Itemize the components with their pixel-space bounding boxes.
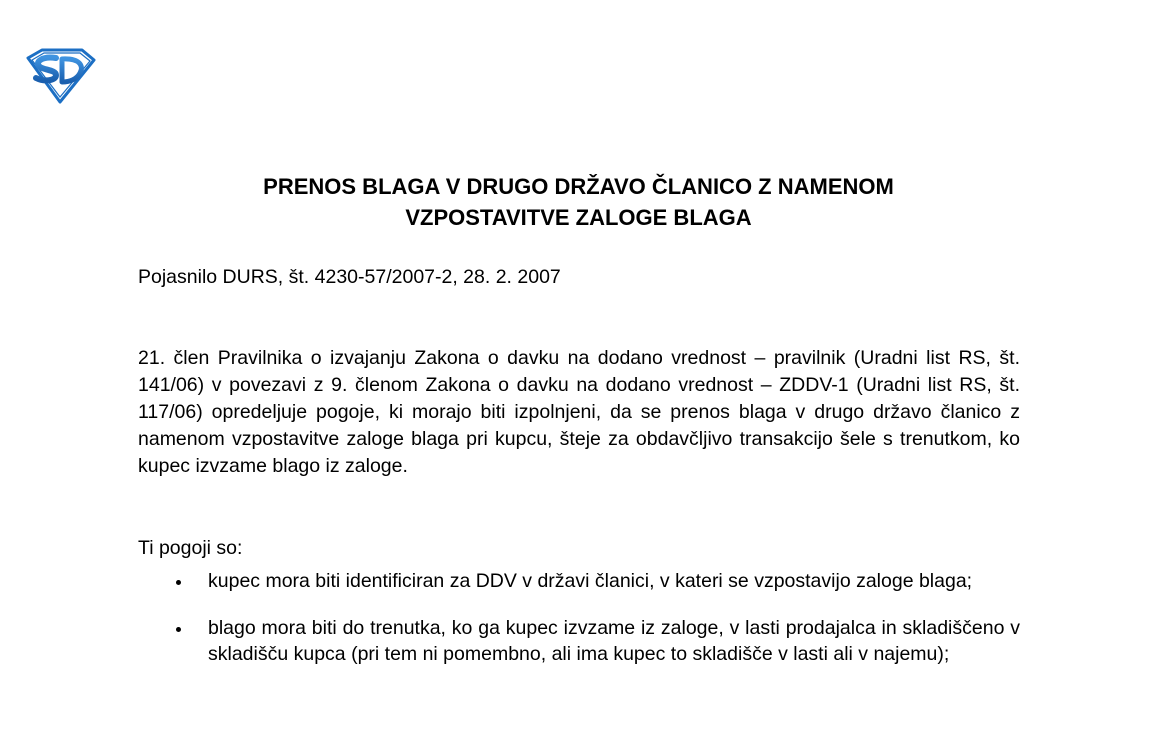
conditions-intro: Ti pogoji so:	[138, 537, 243, 559]
bullet-icon	[176, 627, 181, 632]
conditions-list	[138, 568, 1020, 688]
bullet-icon	[176, 580, 181, 585]
list-item	[138, 615, 1020, 667]
list-item-text: blago mora biti do trenutka, ko ga kupec izvzame iz zaloge, v lasti prodajalca in skladiščeno v skladišču kupca (pri tem ni pomembno, ali ima kupec to skladišče v lasti ali v najemu);	[208, 617, 1020, 665]
document-title	[0, 171, 1157, 233]
title-line-1: PRENOS BLAGA V DRUGO DRŽAVO ČLANICO Z NAMENOM	[263, 174, 894, 199]
body-paragraph: 21. člen Pravilnika o izvajanju Zakona o davku na dodano vrednost – pravilnik (Uradni list RS, št. 141/06) v povezavi z 9. členom Zakona o davku na dodano vrednost – ZDDV-1 (Uradni list RS, št. 117/06) opredeljuje pogoje, ki morajo biti izpolnjeni, da se prenos blaga v drugo državo članico z namenom vzpostavitve zaloge blaga pri kupcu, šteje za obdavčljivo transakcijo šele s trenutkom, ko kupec izvzame blago iz zaloge.	[138, 347, 1020, 477]
title-line-2: VZPOSTAVITVE ZALOGE BLAGA	[405, 205, 752, 230]
list-item	[138, 568, 1020, 594]
sd-logo	[22, 48, 96, 104]
source-reference: Pojasnilo DURS, št. 4230-57/2007-2, 28. 2. 2007	[138, 266, 561, 288]
list-item-text: kupec mora biti identificiran za DDV v državi članici, v kateri se vzpostavijo zaloge blaga;	[208, 570, 973, 592]
sd-shield-logo-icon	[22, 48, 96, 104]
